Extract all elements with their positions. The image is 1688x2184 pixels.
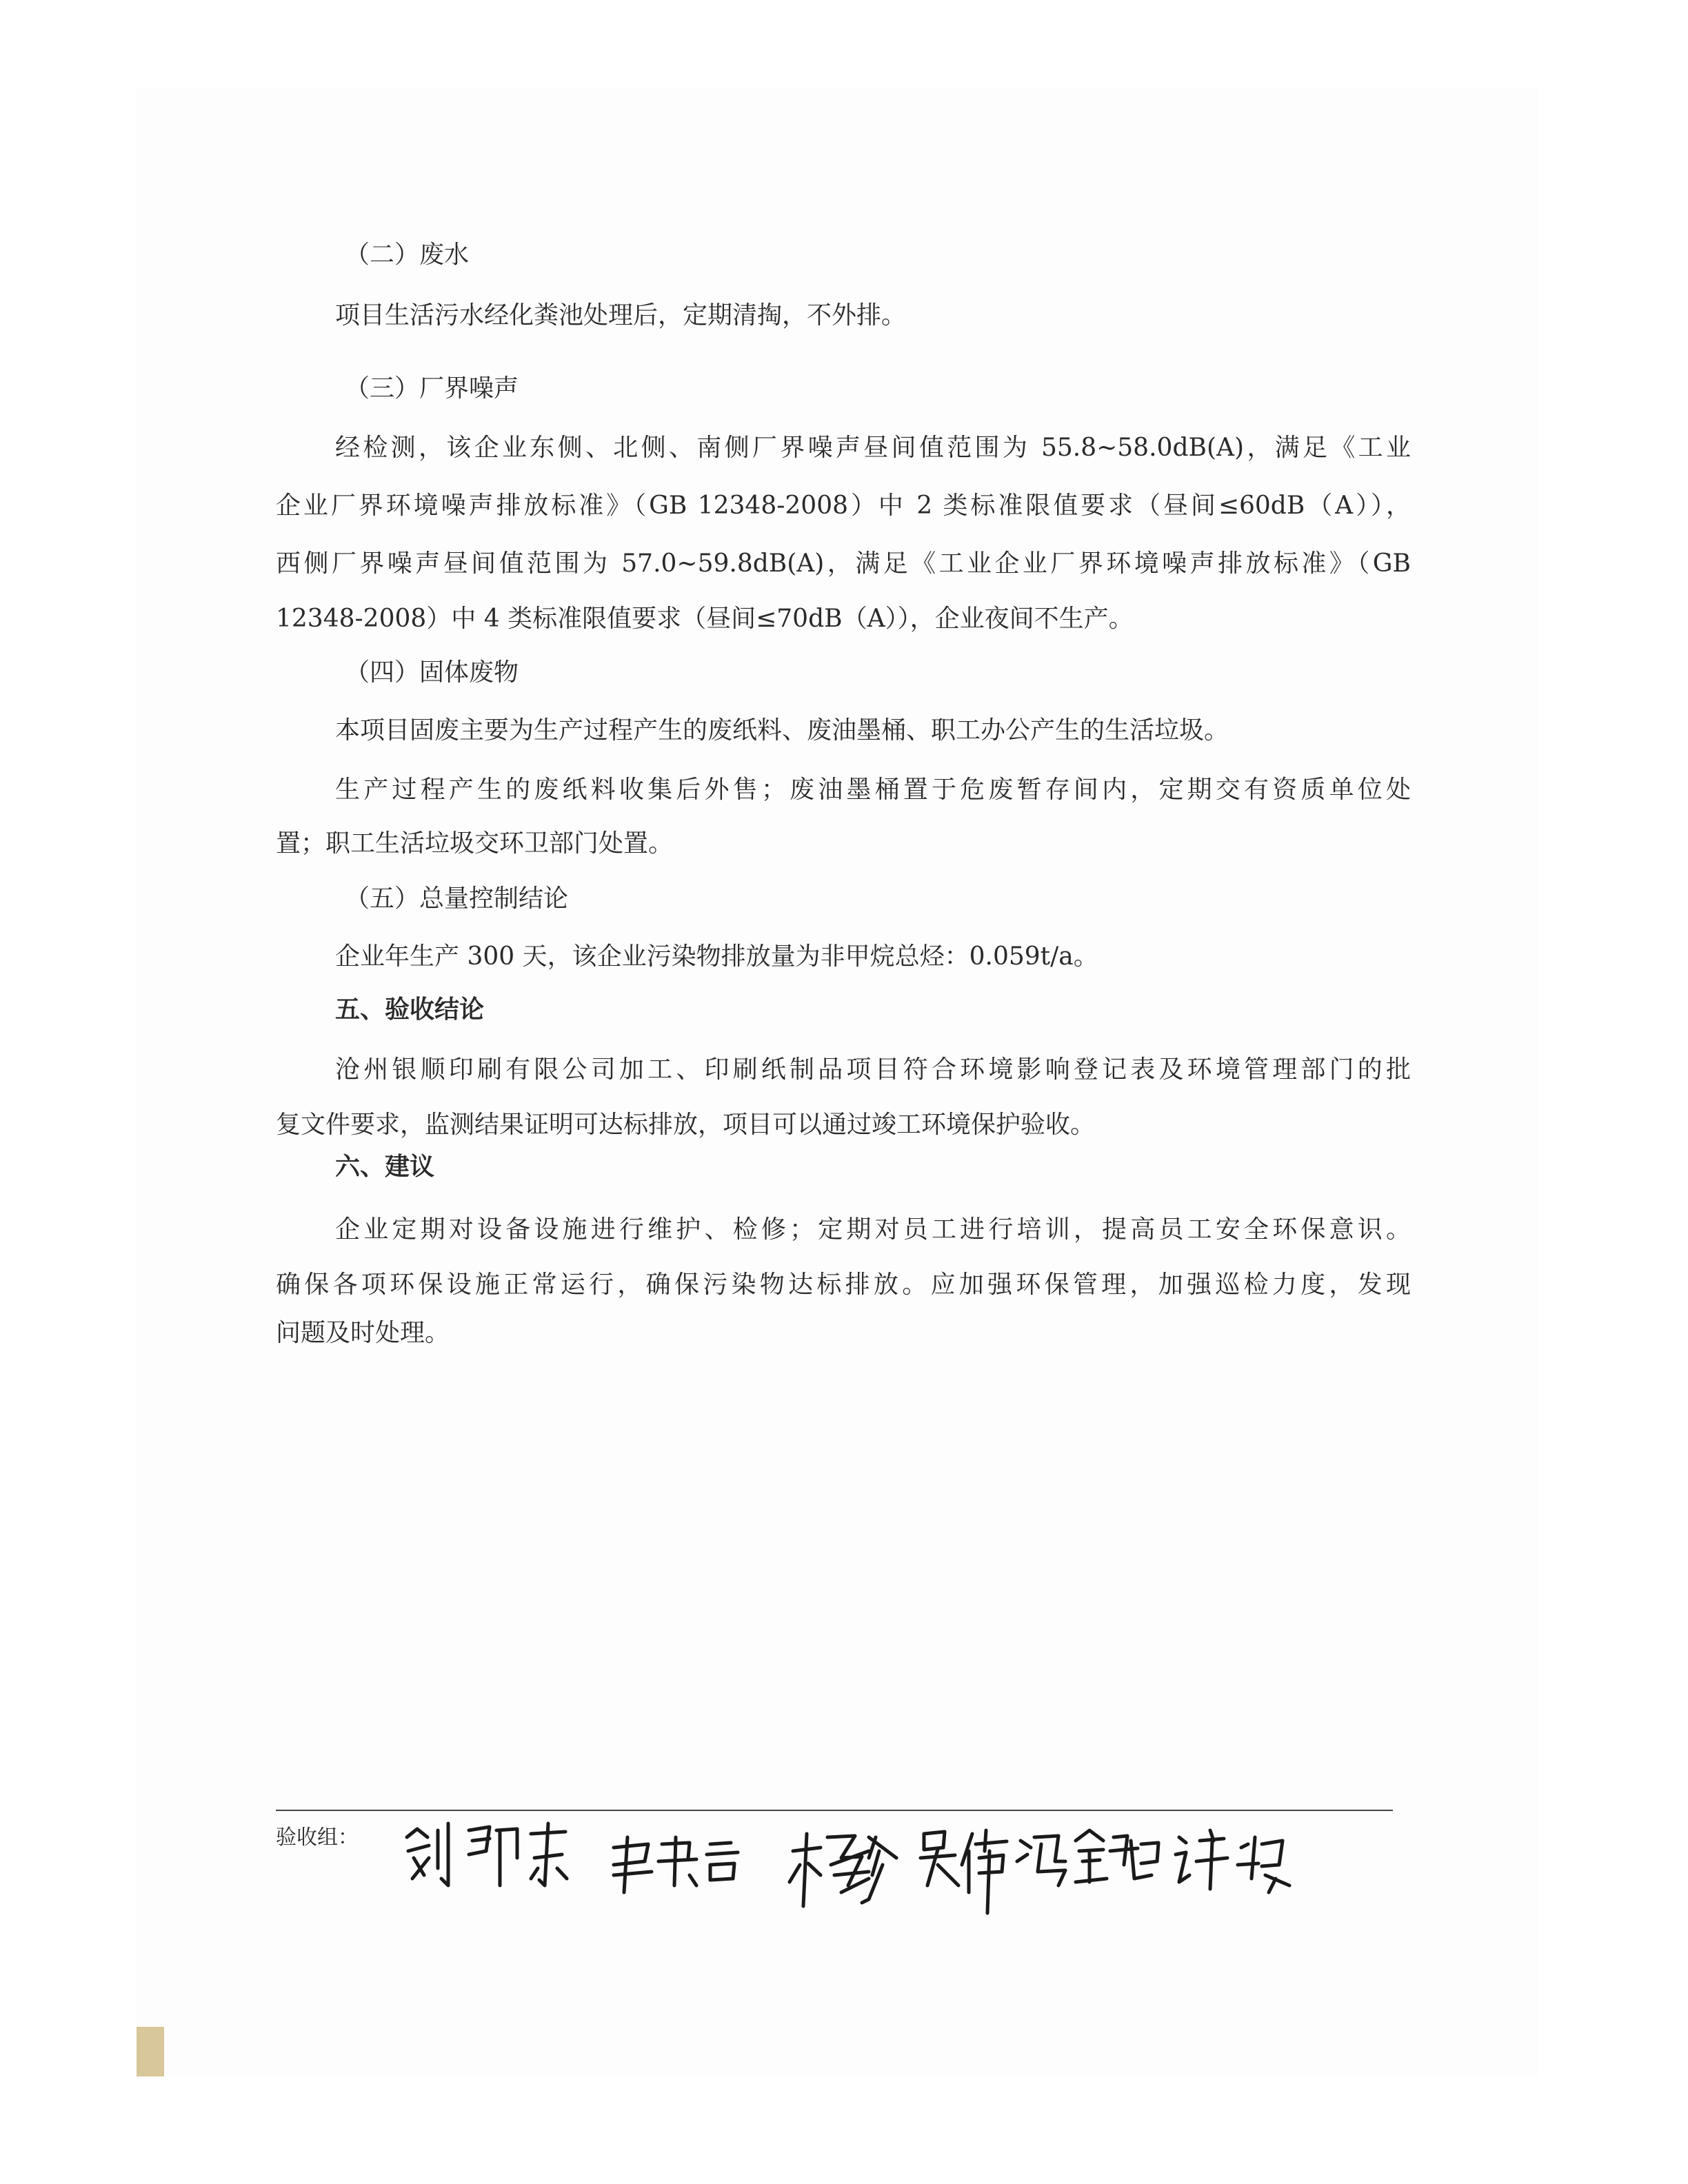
signature-1 <box>407 1823 567 1885</box>
suggestions-line-3: 问题及时处理。 <box>276 1319 450 1347</box>
section-heading-wastewater: （二）废水 <box>345 241 470 269</box>
suggestions-line-1: 企业定期对设备设施进行维护、检修；定期对员工进行培训，提高员工安全环保意识。 <box>335 1215 1411 1244</box>
signature-row <box>386 1810 1476 1920</box>
signature-2 <box>614 1837 738 1892</box>
section-heading-total-control: （五）总量控制结论 <box>345 884 569 913</box>
acceptance-group-label: 验收组： <box>276 1826 359 1850</box>
section-heading-suggestions: 六、建议 <box>335 1152 435 1181</box>
signature-3 <box>790 1834 896 1906</box>
suggestions-line-2: 确保各项环保设施正常运行，确保污染物达标排放。应加强环保管理，加强巡检力度，发现 <box>276 1271 1411 1299</box>
solid-waste-line-2: 生产过程产生的废纸料收集后外售；废油墨桶置于危废暂存间内，定期交有资质单位处 <box>335 776 1411 804</box>
conclusion-line-1: 沧州银顺印刷有限公司加工、印刷纸制品项目符合环境影响登记表及环境管理部门的批 <box>335 1055 1411 1084</box>
noise-line-4: 12348-2008）中 4 类标准限值要求（昼间≤70dB（A）），企业夜间不生产。 <box>276 605 1134 633</box>
signature-5 <box>1017 1830 1158 1885</box>
paper-corner-tab <box>137 2027 164 2076</box>
signature-6 <box>1176 1830 1289 1892</box>
noise-line-3: 西侧厂界噪声昼间值范围为 57.0~59.8dB(A)，满足《工业企业厂界环境噪声排放标准》（GB <box>276 549 1411 578</box>
noise-line-2: 企业厂界环境噪声排放标准》（GB 12348-2008）中 2 类标准限值要求（昼间≤60dB（A））， <box>276 492 1411 520</box>
handwritten-signatures <box>386 1810 1476 1920</box>
section-heading-noise: （三）厂界噪声 <box>345 374 519 403</box>
wastewater-text: 项目生活污水经化粪池处理后，定期清掏，不外排。 <box>335 301 907 330</box>
total-control-text: 企业年生产 300 天，该企业污染物排放量为非甲烷总烃：0.059t/a。 <box>335 942 1098 971</box>
solid-waste-line-1: 本项目固废主要为生产过程产生的废纸料、废油墨桶、职工办公产生的生活垃圾。 <box>335 716 1229 745</box>
section-heading-conclusion: 五、验收结论 <box>335 995 485 1024</box>
signature-4 <box>921 1830 1007 1913</box>
section-heading-solid-waste: （四）固体废物 <box>345 658 519 687</box>
solid-waste-line-3: 置；职工生活垃圾交环卫部门处置。 <box>276 829 674 858</box>
conclusion-line-2: 复文件要求，监测结果证明可达标排放，项目可以通过竣工环境保护验收。 <box>276 1111 1096 1139</box>
noise-line-1: 经检测，该企业东侧、北侧、南侧厂界噪声昼间值范围为 55.8~58.0dB(A)，满足《工业 <box>335 434 1411 462</box>
